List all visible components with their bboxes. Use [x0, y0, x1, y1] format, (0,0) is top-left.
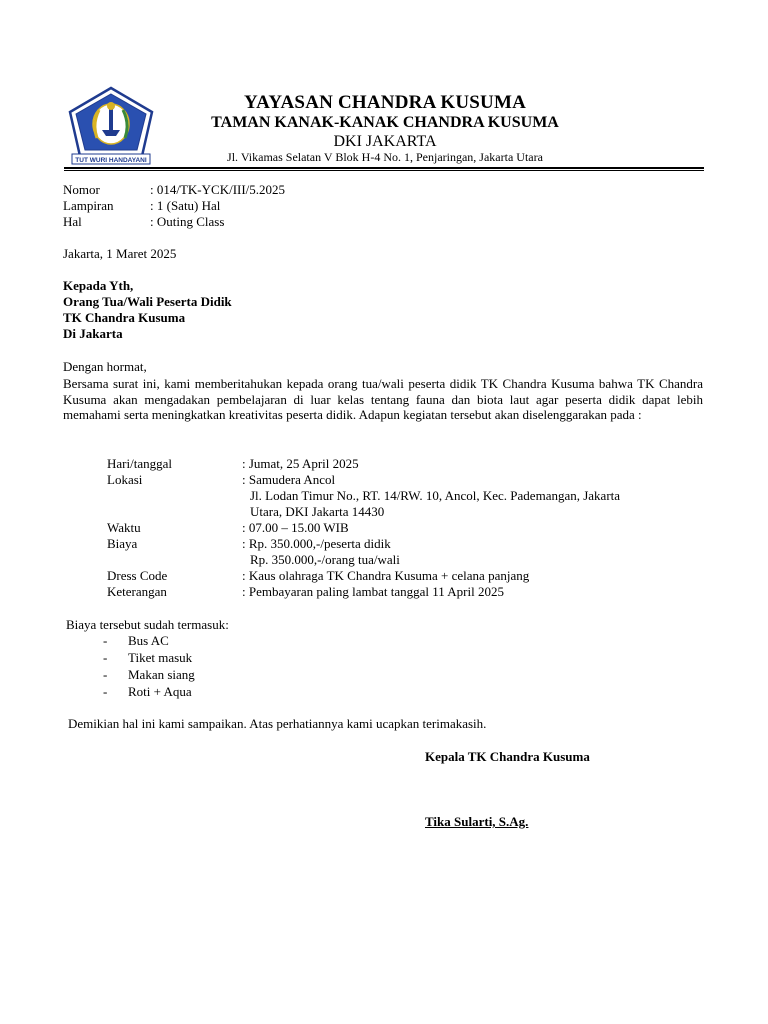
hal-label: Hal — [63, 214, 82, 229]
foundation-name: YAYASAN CHANDRA KUSUMA — [243, 92, 527, 113]
hal-value: : Outing Class — [150, 214, 225, 229]
waktu-value: : 07.00 – 15.00 WIB — [242, 520, 349, 535]
date-line: Jakarta, 1 Maret 2025 — [63, 246, 177, 261]
school-address: Jl. Vikamas Selatan V Blok H-4 No. 1, Penjaringan, Jakarta Utara — [227, 150, 543, 164]
nomor-label: Nomor — [63, 182, 100, 197]
body-paragraph: Bersama surat ini, kami memberitahukan kepada orang tua/wali peserta didik TK Chandra Kusuma bahwa TK Chandra Kusuma akan mengadakan pembelajaran di luar kelas tentang fauna dan biota laut agar peserta didik dapat lebih memahami serta meningkatkan kreativitas peserta didik. Adapun kegiatan tersebut akan diselenggarakan pada : — [63, 376, 703, 422]
lokasi-label: Lokasi — [107, 472, 143, 487]
school-name: TAMAN KANAK-KANAK CHANDRA KUSUMA — [211, 114, 559, 131]
lokasi-address-line-1: Jl. Lodan Timur No., RT. 14/RW. 10, Ancol, Kec. Pademangan, Jakarta — [250, 488, 621, 503]
signature-title: Kepala TK Chandra Kusuma — [425, 749, 590, 764]
region-name: DKI JAKARTA — [333, 133, 437, 150]
hari-label: Hari/tanggal — [107, 456, 172, 471]
list-dash: - — [103, 684, 108, 699]
recipient-line-3: TK Chandra Kusuma — [63, 310, 186, 325]
letterhead-rule-thin — [64, 170, 704, 171]
waktu-label: Waktu — [107, 520, 141, 535]
biaya-label: Biaya — [107, 536, 138, 551]
recipient-line-2: Orang Tua/Wali Peserta Didik — [63, 294, 232, 309]
dress-code-value: : Kaus olahraga TK Chandra Kusuma + celana panjang — [242, 568, 530, 583]
list-dash: - — [103, 633, 108, 648]
lampiran-label: Lampiran — [63, 198, 114, 213]
signature-name: Tika Sularti, S.Ag. — [425, 814, 529, 829]
lampiran-value: : 1 (Satu) Hal — [150, 198, 221, 213]
keterangan-label: Keterangan — [107, 584, 167, 599]
lokasi-value: : Samudera Ancol — [242, 472, 336, 487]
list-dash: - — [103, 650, 108, 665]
closing-sentence: Demikian hal ini kami sampaikan. Atas perhatiannya kami ucapkan terimakasih. — [68, 716, 487, 731]
includes-intro: Biaya tersebut sudah termasuk: — [66, 617, 229, 632]
hari-value: : Jumat, 25 April 2025 — [242, 456, 359, 471]
recipient-line-4: Di Jakarta — [63, 326, 123, 341]
list-dash: - — [103, 667, 108, 682]
logo-motto: TUT WURI HANDAYANI — [75, 157, 147, 164]
recipient-line-1: Kepada Yth, — [63, 278, 134, 293]
letterhead-rule-thick — [64, 167, 704, 169]
keterangan-value: : Pembayaran paling lambat tanggal 11 April 2025 — [242, 584, 504, 599]
list-item: Makan siang — [128, 667, 195, 682]
school-logo — [66, 86, 156, 166]
lokasi-address-line-2: Utara, DKI Jakarta 14430 — [250, 504, 385, 519]
list-item: Tiket masuk — [128, 650, 193, 665]
biaya-value-2: Rp. 350.000,-/orang tua/wali — [250, 552, 400, 567]
biaya-value: : Rp. 350.000,-/peserta didik — [242, 536, 391, 551]
greeting: Dengan hormat, — [63, 359, 147, 374]
list-item: Roti + Aqua — [128, 684, 192, 699]
nomor-value: : 014/TK-YCK/III/5.2025 — [150, 182, 286, 197]
dress-code-label: Dress Code — [107, 568, 168, 583]
list-item: Bus AC — [128, 633, 169, 648]
